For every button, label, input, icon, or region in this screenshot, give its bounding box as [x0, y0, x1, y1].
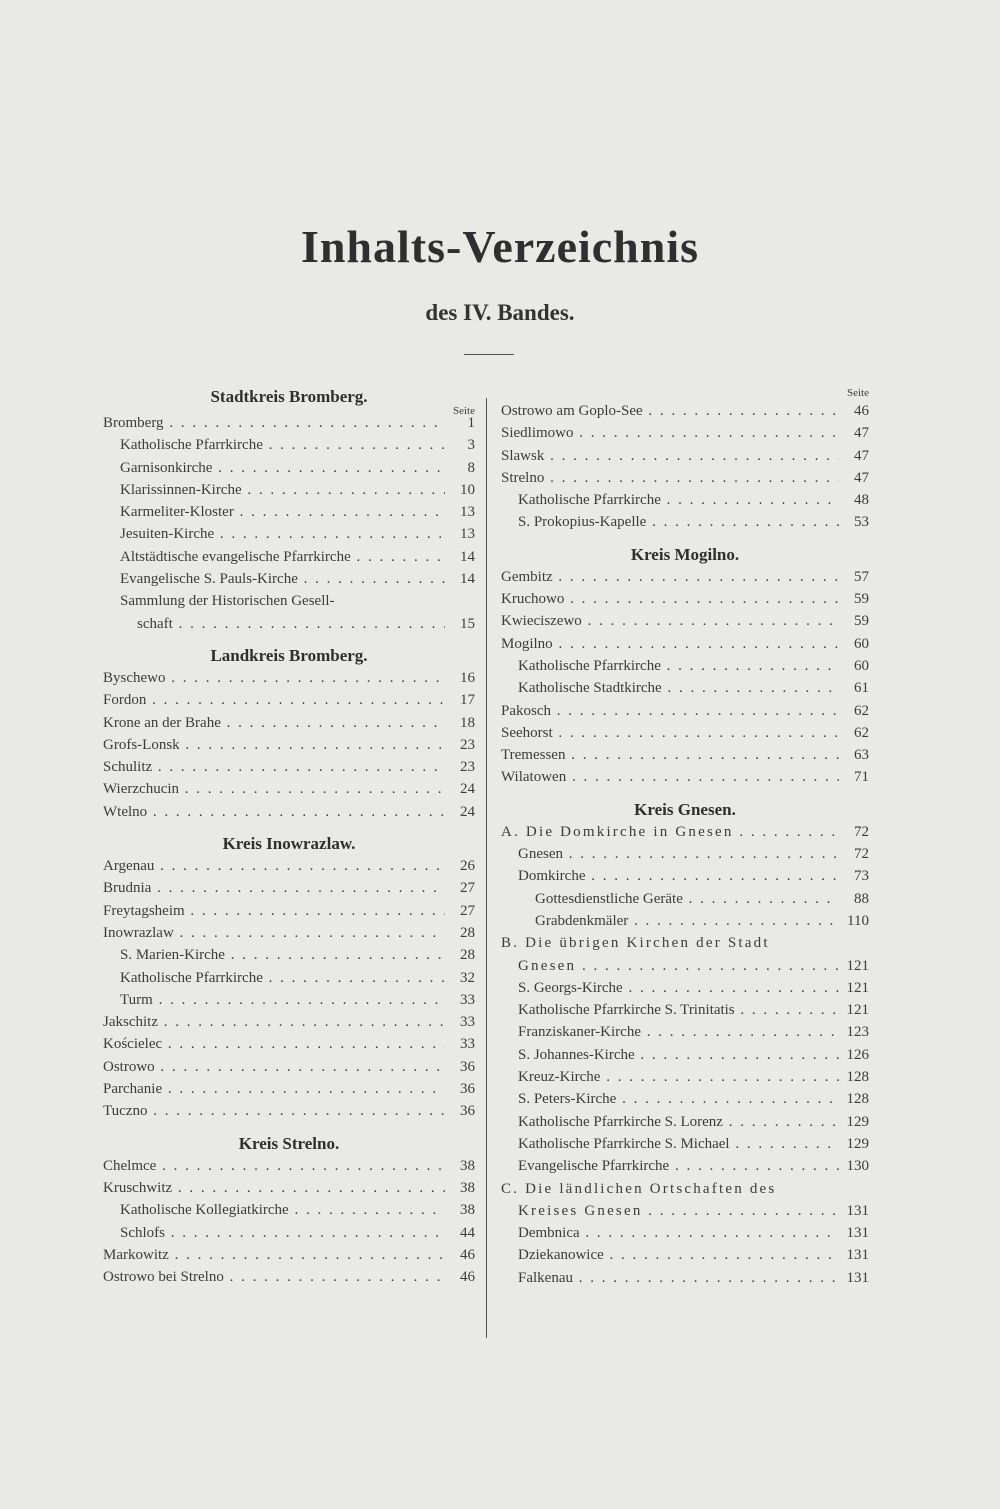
toc-entry[interactable]: [103, 1155, 475, 1177]
toc-entry-label: Brudnia . . .: [103, 877, 445, 899]
toc-entry-page: 27: [460, 880, 475, 897]
toc-entry-page: 46: [854, 403, 869, 419]
toc-entry[interactable]: [103, 689, 475, 711]
toc-entry-page: 44: [460, 1224, 475, 1241]
toc-entry-page: 46: [460, 1246, 475, 1263]
toc-entry-label: Siedlimowo . . .: [501, 422, 839, 444]
toc-entry-page: 131: [846, 1202, 869, 1219]
toc-entry-label: Tuczno . . .: [103, 1100, 445, 1122]
toc-entry-label: Dziekanowice . . .: [501, 1244, 839, 1266]
section-heading: Kreis Gnesen.: [634, 799, 736, 819]
toc-entry-page: 26: [460, 858, 475, 875]
toc-entry[interactable]: [501, 1021, 869, 1043]
toc-entry[interactable]: [103, 479, 475, 501]
toc-entry-page: 24: [460, 781, 475, 798]
toc-entry-label: Altstädtische evangelische Pfarrkirche . . .: [103, 546, 445, 568]
toc-entry[interactable]: [103, 1011, 475, 1033]
toc-entry-label: Bromberg . . .: [103, 412, 445, 434]
toc-entry-label: C. Die ländlichen Ortschaften des: [501, 1180, 777, 1197]
section-heading: Kreis Inowrazlaw.: [222, 834, 356, 854]
toc-entry[interactable]: [103, 457, 475, 479]
toc-entry[interactable]: [501, 1267, 869, 1289]
toc-entry-label: schaft . . .: [103, 613, 445, 635]
toc-entry[interactable]: [103, 1078, 475, 1100]
toc-entry-label: Tremessen . . .: [501, 744, 839, 766]
toc-entry-label: Kreises Gnesen . . .: [501, 1200, 839, 1222]
toc-entry-page: 131: [846, 1269, 869, 1286]
toc-entry-page: 59: [854, 591, 869, 608]
toc-entry[interactable]: [103, 1100, 475, 1122]
toc-entry[interactable]: [501, 955, 869, 977]
section-spacer: [501, 789, 869, 799]
toc-entry[interactable]: [501, 1155, 869, 1177]
toc-entry-label: Katholische Pfarrkirche S. Trinitatis . . .: [501, 999, 839, 1021]
toc-entry-label: Evangelische S. Pauls-Kirche . . .: [103, 568, 445, 590]
toc-entry[interactable]: [501, 489, 869, 511]
toc-entry[interactable]: [103, 1222, 475, 1244]
toc-entry-label: Parchanie . . .: [103, 1078, 445, 1100]
toc-entry-page: 23: [460, 759, 475, 776]
toc-entry-page: 10: [460, 481, 475, 498]
toc-entry-page: 53: [854, 514, 869, 531]
toc-entry[interactable]: [501, 511, 869, 533]
seite-header-right: Seite: [847, 387, 869, 399]
toc-entry[interactable]: [103, 1266, 475, 1288]
toc-entry-page: 47: [854, 447, 869, 464]
toc-entry[interactable]: [103, 967, 475, 989]
toc-entry-label: Kreuz-Kirche . . .: [501, 1066, 839, 1088]
toc-entry[interactable]: [103, 590, 475, 612]
toc-entry[interactable]: [103, 546, 475, 568]
toc-entry-page: 38: [460, 1157, 475, 1174]
toc-entry[interactable]: [103, 855, 475, 877]
toc-entry-label: Gnesen . . .: [501, 955, 839, 977]
toc-entry-label: S. Marien-Kirche . . .: [103, 944, 445, 966]
toc-entry-page: 13: [460, 526, 475, 543]
toc-entry-page: 15: [460, 615, 475, 632]
toc-entry[interactable]: [103, 712, 475, 734]
toc-entry[interactable]: [501, 888, 869, 910]
toc-entry-page: 62: [854, 702, 869, 719]
toc-entry-label: Katholische Pfarrkirche . . .: [103, 434, 445, 456]
toc-entry-label: Katholische Kollegiatkirche . . .: [103, 1199, 445, 1221]
toc-entry-label: Mogilno . . .: [501, 633, 839, 655]
toc-entry[interactable]: [501, 1111, 869, 1133]
toc-entry-page: 14: [460, 571, 475, 588]
toc-entry[interactable]: [501, 821, 869, 843]
toc-entry-page: 131: [846, 1247, 869, 1264]
toc-entry-page: 23: [460, 736, 475, 753]
toc-entry[interactable]: [103, 412, 475, 434]
toc-entry-label: Krone an der Brahe . . .: [103, 712, 445, 734]
toc-entry[interactable]: [103, 1056, 475, 1078]
toc-entry-label: Katholische Pfarrkirche . . .: [501, 489, 839, 511]
toc-entry-label: Evangelische Pfarrkirche . . .: [501, 1155, 839, 1177]
toc-entry[interactable]: [103, 801, 475, 823]
toc-entry-page: 88: [854, 890, 869, 907]
toc-entry-page: 32: [460, 969, 475, 986]
toc-entry-page: 47: [854, 469, 869, 486]
toc-entry-page: 128: [846, 1069, 869, 1086]
toc-entry[interactable]: [501, 1178, 869, 1200]
section-spacer: [103, 823, 475, 833]
toc-entry-label: S. Johannes-Kirche . . .: [501, 1044, 839, 1066]
toc-entry-page: 36: [460, 1103, 475, 1120]
toc-entry-label: Schlofs . . .: [103, 1222, 445, 1244]
toc-entry-label: S. Peters-Kirche . . .: [501, 1088, 839, 1110]
page-subtitle: des IV. Bandes.: [425, 300, 575, 325]
toc-entry-label: Turm . . .: [103, 989, 445, 1011]
toc-entry-label: Gottesdienstliche Geräte . . .: [501, 888, 839, 910]
toc-entry-label: Chelmce . . .: [103, 1155, 445, 1177]
title-divider: [464, 354, 514, 355]
toc-entry-page: 110: [847, 912, 869, 929]
toc-entry-label: Kruchowo . . .: [501, 588, 839, 610]
toc-entry-label: Kruschwitz . . .: [103, 1177, 445, 1199]
toc-entry-label: Seehorst . . .: [501, 722, 839, 744]
toc-entry-page: 123: [846, 1024, 869, 1041]
section-spacer: [103, 635, 475, 645]
toc-entry-page: 128: [846, 1091, 869, 1108]
toc-entry[interactable]: [501, 610, 869, 632]
toc-entry-page: 47: [854, 425, 869, 442]
toc-entry-page: 28: [460, 947, 475, 964]
toc-entry-label: Kościelec . . .: [103, 1033, 445, 1055]
toc-entry-label: Franziskaner-Kirche . . .: [501, 1021, 839, 1043]
toc-entry-page: 72: [854, 846, 869, 863]
toc-entry-page: 121: [846, 979, 869, 996]
toc-entry[interactable]: [501, 1066, 869, 1088]
toc-entry-page: 129: [846, 1135, 869, 1152]
toc-entry[interactable]: [501, 1200, 869, 1222]
toc-entry-page: 72: [854, 823, 869, 840]
toc-entry-label: Ostrowo am Goplo-See . . .: [501, 400, 839, 422]
toc-entry-label: Katholische Pfarrkirche . . .: [501, 655, 839, 677]
toc-entry[interactable]: [103, 778, 475, 800]
toc-entry-label: Falkenau . . .: [501, 1267, 839, 1289]
section-heading: Landkreis Bromberg.: [210, 645, 368, 665]
toc-entry-page: 71: [854, 769, 869, 786]
toc-entry[interactable]: [103, 989, 475, 1011]
toc-entry-page: 38: [460, 1202, 475, 1219]
toc-entry-label: Gnesen . . .: [501, 843, 839, 865]
toc-entry[interactable]: [501, 766, 869, 788]
toc-entry-label: Ostrowo bei Strelno . . .: [103, 1266, 445, 1288]
toc-entry-label: Wierzchucin . . .: [103, 778, 445, 800]
toc-entry[interactable]: [103, 877, 475, 899]
toc-entry-label: Strelno . . .: [501, 467, 839, 489]
toc-entry[interactable]: [103, 756, 475, 778]
toc-entry[interactable]: [501, 1244, 869, 1266]
toc-entry-page: 33: [460, 1036, 475, 1053]
toc-entry[interactable]: [103, 501, 475, 523]
toc-entry[interactable]: [103, 1199, 475, 1221]
toc-entry-page: 121: [846, 1002, 869, 1019]
toc-entry[interactable]: [501, 843, 869, 865]
toc-entry-label: Schulitz . . .: [103, 756, 445, 778]
toc-entry-page: 129: [846, 1113, 869, 1130]
toc-entry[interactable]: [103, 1033, 475, 1055]
toc-entry-page: 62: [854, 724, 869, 741]
toc-entry[interactable]: [501, 1133, 869, 1155]
section-heading: Kreis Strelno.: [238, 1133, 340, 1153]
toc-entry-page: 60: [854, 635, 869, 652]
toc-entry-page: 46: [460, 1269, 475, 1286]
toc-entry[interactable]: [501, 422, 869, 444]
toc-entry-page: 24: [460, 803, 475, 820]
toc-entry[interactable]: [501, 445, 869, 467]
toc-entry[interactable]: [103, 434, 475, 456]
toc-entry-page: 73: [854, 868, 869, 885]
toc-entry-label: A. Die Domkirche in Gnesen . . .: [501, 821, 839, 843]
toc-entry-label: Byschewo . . .: [103, 667, 445, 689]
toc-entry[interactable]: [103, 523, 475, 545]
toc-entry[interactable]: [103, 568, 475, 590]
section-spacer: [501, 534, 869, 544]
toc-entry[interactable]: [103, 922, 475, 944]
toc-entry-label: Slawsk . . .: [501, 445, 839, 467]
toc-entry-label: Katholische Pfarrkirche S. Michael . . .: [501, 1133, 839, 1155]
toc-entry-label: Wtelno . . .: [103, 801, 445, 823]
section-heading: Stadtkreis Bromberg.: [210, 387, 368, 406]
toc-entry-label: Inowrazlaw . . .: [103, 922, 445, 944]
toc-entry[interactable]: [501, 1044, 869, 1066]
toc-entry-page: 17: [460, 692, 475, 709]
toc-entry[interactable]: [501, 865, 869, 887]
toc-entry-label: Gembitz . . .: [501, 566, 839, 588]
toc-entry-label: Markowitz . . .: [103, 1244, 445, 1266]
toc-entry-page: 13: [460, 504, 475, 521]
toc-entry-page: 36: [460, 1081, 475, 1098]
toc-entry[interactable]: [103, 734, 475, 756]
toc-entry[interactable]: [103, 944, 475, 966]
toc-entry[interactable]: [501, 999, 869, 1021]
toc-entry[interactable]: [103, 667, 475, 689]
toc-entry-label: Fordon . . .: [103, 689, 445, 711]
toc-entry-label: Garnisonkirche . . .: [103, 457, 445, 479]
toc-entry[interactable]: [501, 744, 869, 766]
toc-right-column: [501, 386, 869, 1289]
toc-entry-label: Jesuiten-Kirche . . .: [103, 523, 445, 545]
toc-entry-page: 61: [854, 680, 869, 697]
toc-entry-label: Domkirche . . .: [501, 865, 839, 887]
toc-entry-label: Karmeliter-Kloster . . .: [103, 501, 445, 523]
toc-entry-label: Sammlung der Historischen Gesell-: [120, 593, 335, 610]
toc-entry-page: 59: [854, 613, 869, 630]
toc-entry-page: 33: [460, 1014, 475, 1031]
toc-left-column: Seite Stadtkreis Bromberg. Bromberg . . . 1 Katholische Pfarrkirche . . . 3 Garnisonkirche . . . 8 Klarissinnen-Kirche . . . 10 Karmeliter-Kloster . . . 13 Jesuiten-Kirche . . . 13 Altstädtische evangelische Pfarrkirche . . . 14 Evangelische S. Pauls-Kirche . . . 14 Sammlung der Historischen Gesell- schaft . . . 15 Landkreis Bromberg. Byschewo . . . 16 Fordon . . . 17 Krone an der Brahe . . . 18 Grofs-Lonsk . . . 23 Schulitz . . . 23 Wierzchucin . . . 24 Wtelno . . . 24 Kreis Inowrazlaw. Argenau . . . 26 Brudnia . . . 27 Freytagsheim . . . 27 Inowrazlaw . . . 28 S. Marien-Kirche . . . 28 Katholische Pfarrkirche . . . 32 Turm . . . 33 Jakschitz . . . 33 Kościelec . . . 33 Ostrowo . . . 36 Parchanie . . . 36 Tuczno . . . 36 Kreis Strelno. Chelmce . . . 38 Kruschwitz . . . 38 Katholische Kollegiatkirche . . . 38 Schlofs . . . 44 Markowitz . . . 46 Ostrowo bei Strelno . . . 46: [103, 386, 475, 1288]
toc-entry-page: 130: [846, 1158, 869, 1175]
page-title: Inhalts-Verzeichnis: [300, 221, 700, 272]
toc-entry[interactable]: [501, 633, 869, 655]
toc-entry-page: 14: [460, 548, 475, 565]
toc-entry[interactable]: [501, 722, 869, 744]
toc-entry-page: 131: [846, 1225, 869, 1242]
toc-entry-page: 60: [854, 657, 869, 674]
toc-entry-page: 36: [460, 1058, 475, 1075]
toc-entry-label: Argenau . . .: [103, 855, 445, 877]
toc-entry[interactable]: [103, 613, 475, 635]
toc-entry[interactable]: [501, 1088, 869, 1110]
toc-entry-label: Katholische Pfarrkirche S. Lorenz . . .: [501, 1111, 839, 1133]
toc-entry-label: Kwieciszewo . . .: [501, 610, 839, 632]
toc-entry-page: 1: [467, 415, 475, 431]
toc-entry-page: 126: [846, 1046, 869, 1063]
toc-entry[interactable]: [501, 677, 869, 699]
toc-entry-label: Grabdenkmäler . . .: [501, 910, 839, 932]
toc-entry[interactable]: [501, 977, 869, 999]
toc-entry-label: Grofs-Lonsk . . .: [103, 734, 445, 756]
toc-entry-label: Ostrowo . . .: [103, 1056, 445, 1078]
toc-entry[interactable]: [501, 700, 869, 722]
toc-entry-label: Dembnica . . .: [501, 1222, 839, 1244]
toc-entry-label: S. Prokopius-Kapelle . . .: [501, 511, 839, 533]
toc-entry-page: 57: [854, 568, 869, 585]
toc-entry-page: 33: [460, 991, 475, 1008]
toc-entry-page: 38: [460, 1179, 475, 1196]
toc-entry[interactable]: [501, 566, 869, 588]
toc-entry-page: 3: [467, 437, 475, 454]
toc-entry[interactable]: [501, 655, 869, 677]
toc-entry-page: 16: [460, 669, 475, 686]
toc-entry-label: B. Die übrigen Kirchen der Stadt: [501, 935, 770, 952]
toc-entry-label: Jakschitz . . .: [103, 1011, 445, 1033]
toc-entry-page: 8: [467, 459, 475, 476]
toc-entry-label: Freytagsheim . . .: [103, 900, 445, 922]
section-spacer: [103, 1123, 475, 1133]
toc-entry[interactable]: [501, 400, 869, 422]
toc-entry[interactable]: [501, 467, 869, 489]
toc-entry[interactable]: [501, 1222, 869, 1244]
toc-entry-page: 63: [854, 747, 869, 764]
toc-entry-label: S. Georgs-Kirche . . .: [501, 977, 839, 999]
toc-entry-page: 27: [460, 902, 475, 919]
toc-entry[interactable]: [103, 900, 475, 922]
column-divider: [486, 398, 487, 1338]
toc-entry-page: 121: [846, 957, 869, 974]
toc-entry[interactable]: [501, 588, 869, 610]
toc-entry-page: 18: [460, 714, 475, 731]
toc-entry[interactable]: [501, 932, 869, 954]
toc-entry[interactable]: [103, 1177, 475, 1199]
toc-entry-label: Wilatowen . . .: [501, 766, 839, 788]
toc-entry-page: 28: [460, 924, 475, 941]
section-heading: Kreis Mogilno.: [630, 544, 740, 564]
toc-entry-label: Katholische Pfarrkirche . . .: [103, 967, 445, 989]
toc-entry[interactable]: [501, 910, 869, 932]
toc-entry[interactable]: [103, 1244, 475, 1266]
toc-entry-label: Klarissinnen-Kirche . . .: [103, 479, 445, 501]
toc-entry-label: Katholische Stadtkirche . . .: [501, 677, 839, 699]
toc-entry-page: 48: [854, 492, 869, 509]
toc-entry-label: Pakosch . . .: [501, 700, 839, 722]
